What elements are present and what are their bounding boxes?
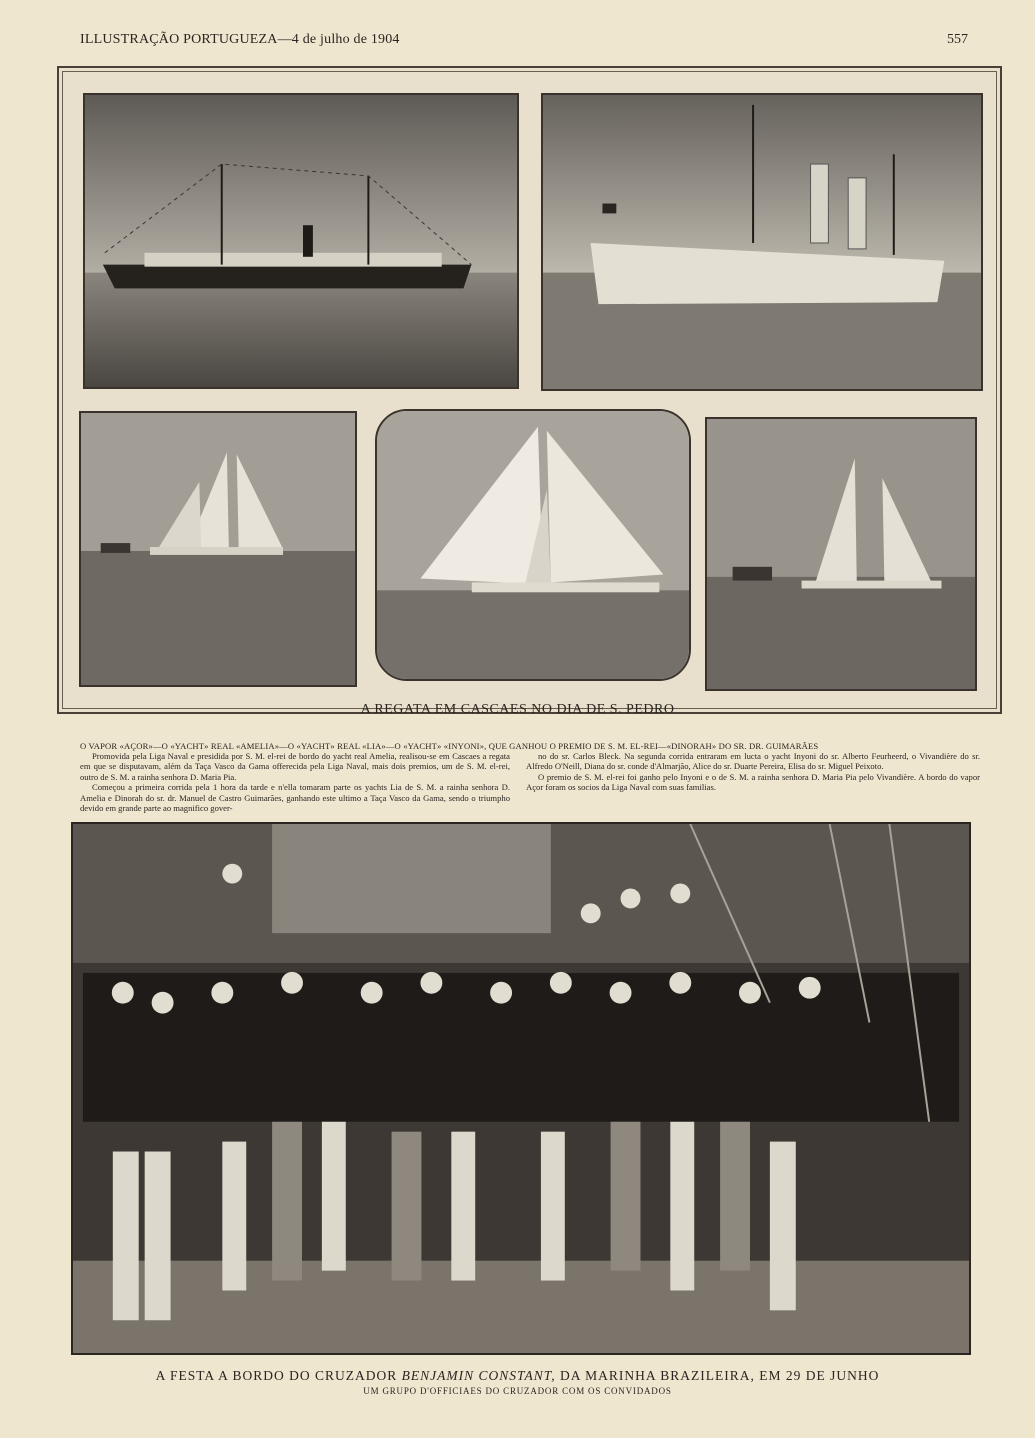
- article-paragraph: O premio de S. M. el-rei foi ganho pelo Inyoni e o de S. M. a rainha senhora D. Maria Pia pelo Vivandière. A bordo do vapor Açor foram os socios da Liga Naval com suas familias.: [526, 771, 980, 793]
- cruiser-caption-subtitle: UM GRUPO D'OFFICIAES DO CRUZADOR COM OS CONVIDADOS: [363, 1386, 672, 1396]
- cruiser-name: BENJAMIN CONSTANT,: [401, 1368, 556, 1383]
- cruiser-caption-title: [0, 1368, 1035, 1384]
- regatta-photo-plate: [57, 66, 1002, 714]
- article-right-column: [526, 751, 980, 793]
- article-paragraph: Promovida pela Liga Naval e presidida por S. M. el-rei de bordo do yacht real Amelia, realisou-se em Cascaes a regata em que se disputavam, além da Taça Vasco da Gama offerecida pela Liga Naval, mais dois premios, um de S. M. el-rei, outro de S. M. a rainha senhora D. Maria Pia.: [80, 751, 510, 782]
- article-paragraph: no do sr. Carlos Bleck. Na segunda corrida entraram em lucta o yacht Inyoni do sr. Alberto Feurheerd, o Vivandière do sr. Alfredo O'Neill, Diana do sr. conde d'Almarjão, Alice do sr. Duarte Pereira, Elisa do sr. Miguel Peixoto.: [526, 751, 980, 772]
- cruiser-title-part-2: DA MARINHA BRAZILEIRA, EM 29 DE JUNHO: [555, 1368, 880, 1383]
- page-number: 557: [947, 32, 968, 47]
- cruiser-title-part-1: A FESTA A BORDO DO CRUZADOR: [155, 1368, 402, 1383]
- royal-yacht-lia-photo: [79, 411, 357, 687]
- steamer-acor-photo: [83, 93, 519, 389]
- yacht-inyoni-photo: [375, 409, 691, 681]
- yacht-dinorah-photo: [705, 417, 977, 691]
- article-left-column: [80, 751, 510, 813]
- article-paragraph: Começou a primeira corrida pela 1 hora da tarde e n'ella tomaram parte os yachts Lia de S. M. a rainha senhora D. Amelia e Dinorah do sr. dr. Manuel de Castro Guimarães, ganhando este ultimo a Taça Vasco da Gama, sendo o triumpho devido em grande parte ao magnifico gover-: [80, 782, 510, 814]
- regatta-caption-heading: O VAPOR «AÇOR»—O «YACHT» REAL «AMELIA»—O «YACHT» REAL «LIA»—O «YACHT» «INYONI», QUE GANHOU O PREMIO DE S. M. EL-REI—«DINORAH» DO SR. DR. GUIMARÃES: [80, 741, 819, 751]
- cruiser-officers-group-photo: [71, 822, 971, 1355]
- publication-title: ILLUSTRAÇÃO PORTUGUEZA—4 de julho de 1904: [80, 32, 400, 47]
- page-header: [80, 32, 968, 54]
- regatta-article: [80, 751, 980, 814]
- regatta-caption-title: A REGATA EM CASCAES NO DIA DE S. PEDRO: [360, 702, 675, 717]
- royal-yacht-amelia-photo: [541, 93, 983, 391]
